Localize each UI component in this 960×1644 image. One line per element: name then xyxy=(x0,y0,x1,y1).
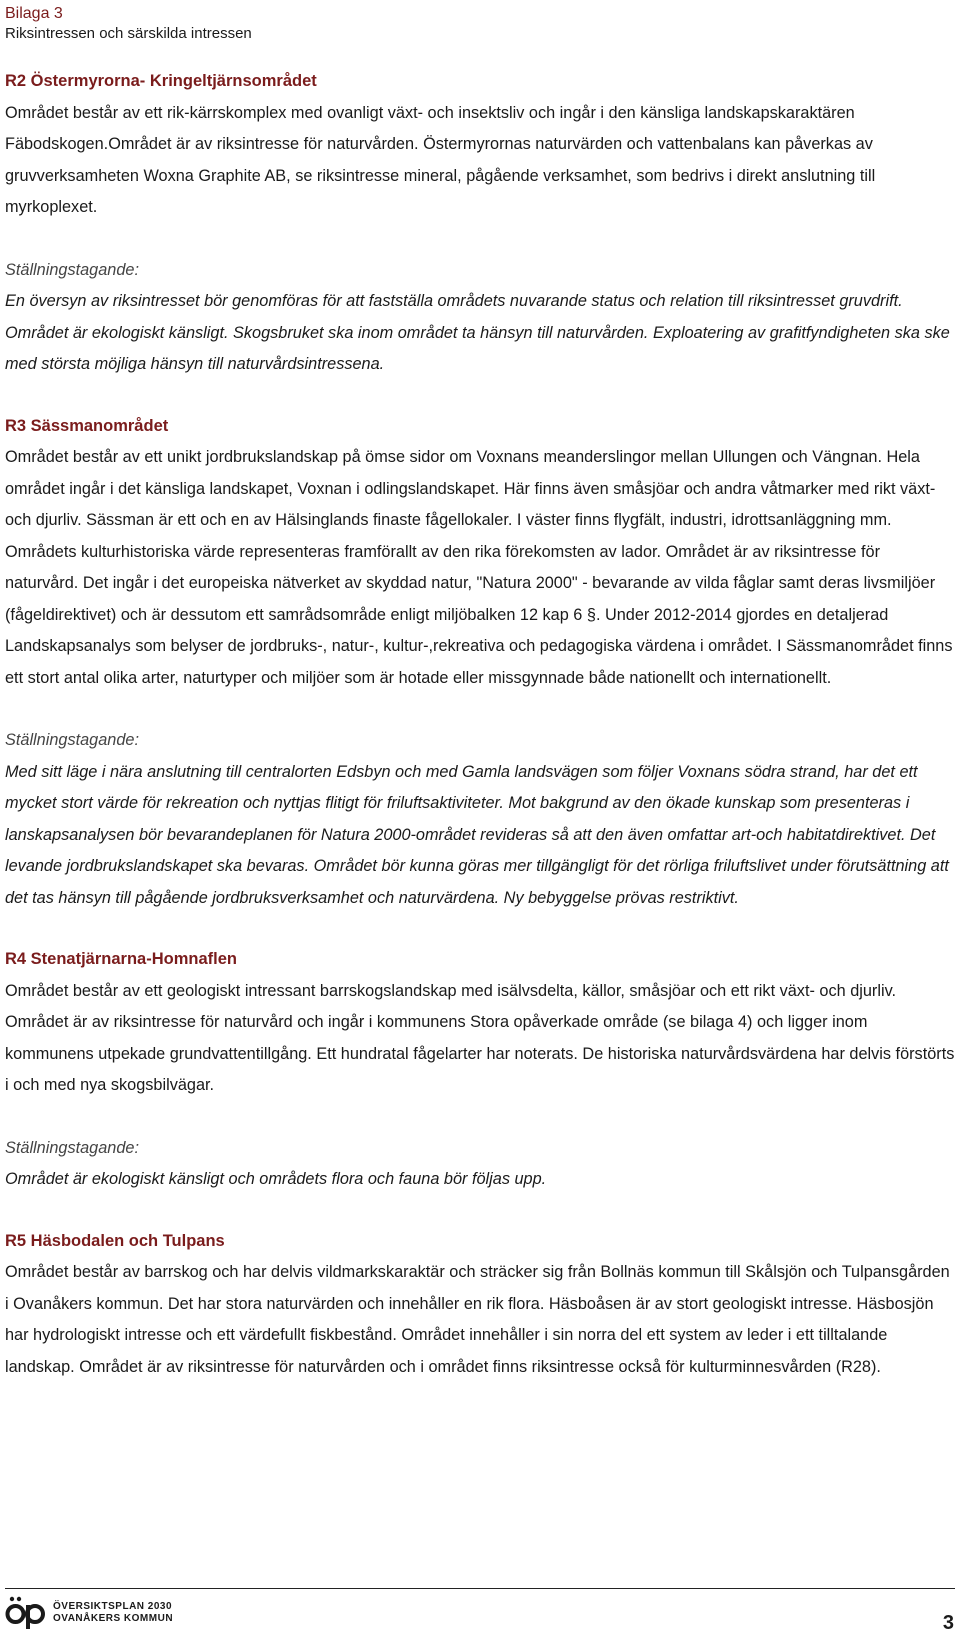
section-body: Området består av barrskog och har delvis vildmarkskaraktär och sträcker sig från Bollnäs kommun till Skålsjön och Tulpansgården i Ovanåkers kommun. Det har stora naturvärden och innehåller en rik flora. Häsboåsen är av stort geologiskt intresse. Häsbosjön har hydrologiskt intresse och ett värdefullt fiskbestånd. Området innehåller i sin norra del ett system av leder i ett tilltalande landskap. Området är av riksintresse för naturvården och i området finns riksintresse också för kulturminnesvården (R28). xyxy=(5,1263,950,1376)
section-r3 xyxy=(5,411,955,915)
footer-logo xyxy=(5,1596,173,1630)
stance-label: Ställningstagande: xyxy=(5,1138,139,1157)
section-heading: R2 Östermyrorna- Kringeltjärnsområdet xyxy=(5,72,317,90)
op-logo-icon xyxy=(5,1596,45,1630)
document-content xyxy=(5,66,955,1413)
section-r5 xyxy=(5,1226,955,1384)
stance-label: Ställningstagande: xyxy=(5,731,139,749)
stance-text: Med sitt läge i nära anslutning till centralorten Edsbyn och med Gamla landsvägen som följer Voxnans södra strand, har det ett mycket stort värde för rekreation och nyttjas flitigt för friluftsaktiviteter. Mot bakgrund av den ökade kunskap som presenteras i lanskapsanalysen bör bevarandeplanen för Natura 2000-området revideras så att den även omfattar art-och habitatdirektivet. Det levande jordbrukslandskapet ska bevaras. Området bör kunna göras mer tillgängligt för det rörliga friluftslivet under förutsättning att det tas hänsyn till pågående jordbruksverksamhet och naturvärdena. Ny bebyggelse prövas restriktivt. xyxy=(5,762,949,907)
logo-line1: ÖVERSIKTSPLAN 2030 xyxy=(53,1601,173,1612)
logo-line2: OVANÅKERS KOMMUN xyxy=(53,1613,174,1624)
header-title: Bilaga 3 xyxy=(5,5,63,22)
section-r4 xyxy=(5,944,955,1196)
stance-text: Området är ekologiskt känsligt och områdets flora och fauna bör följas upp. xyxy=(5,1170,547,1188)
page-number: 3 xyxy=(942,1612,954,1634)
page-header xyxy=(5,4,252,44)
stance-text: En översyn av riksintresset bör genomföras för att fastställa områdets nuvarande status och relation till riksintresset gruvdrift. Området är ekologiskt känsligt. Skogsbruket ska inom området ta hänsyn till naturvården. Exploatering av grafitfyndigheten ska ske med största möjliga hänsyn till naturvårdsintressena. xyxy=(5,292,950,373)
footer-divider xyxy=(5,1588,955,1589)
section-body: Området består av ett geologiskt intressant barrskogslandskap med isälvsdelta, källor, småsjöar och ett rikt växt- och djurliv. Området är av riksintresse för naturvård och ingår i kommunens Stora opåverkade område (se bilaga 4) och ligger inom kommunens utpekade grundvattentillgång. Ett hundratal fågelarter har noterats. De historiska naturvårdsvärdena har delvis förstörts i och med nya skogsbilvägar. xyxy=(5,981,955,1094)
section-body: Området består av ett unikt jordbrukslandskap på ömse sidor om Voxnans meanderslingor mellan Ullungen och Vängnan. Hela området ingår i det känsliga landskapet, Voxnan i odlingslandskapet. Här finns även småsjöar och andra våtmarker med rikt växt- och djurliv. Sässman är ett och en av Hälsinglands finaste fågellokaler. I väster finns flygfält, industri, idrottsanläggning mm. Områdets kulturhistoriska värde representeras framförallt av den rika förekomsten av lador. Området är av riksintresse för naturvård. Det ingår i det europeiska nätverket av skyddad natur, "Natura 2000" - bevarande av vilda fåglar samt deras livsmiljöer (fågeldirektivet) och är dessutom ett samrådsområde enligt miljöbalken 12 kap 6 §. Under 2012-2014 gjordes en detaljerad Landskapsanalys som belyser de jordbruks-, natur-, kultur-,rekreativa och pedagogiska värdena i området. I Sässmanområdet finns ett stort antal olika arter, naturtyper och miljöer som är hotade eller missgynnade både nationellt och internationellt. xyxy=(5,448,953,687)
section-r2 xyxy=(5,66,955,381)
stance-label: Ställningstagande: xyxy=(5,260,139,279)
section-heading: R4 Stenatjärnarna-Homnaflen xyxy=(5,950,237,968)
section-body: Området består av ett rik-kärrskomplex med ovanligt växt- och insektsliv och ingår i den känsliga landskapskaraktären Fäbodskogen.Området är av riksintresse för naturvården. Östermyrornas naturvärden och vattenbalans kan påverkas av gruvverksamheten Woxna Graphite AB, se riksintresse mineral, pågående verksamhet, som bedrivs i direkt anslutning till myrkoplexet. xyxy=(5,103,876,216)
section-heading: R3 Sässmanområdet xyxy=(5,416,169,435)
section-heading: R5 Häsbodalen och Tulpans xyxy=(5,1231,225,1250)
header-subtitle: Riksintressen och särskilda intressen xyxy=(5,25,252,42)
